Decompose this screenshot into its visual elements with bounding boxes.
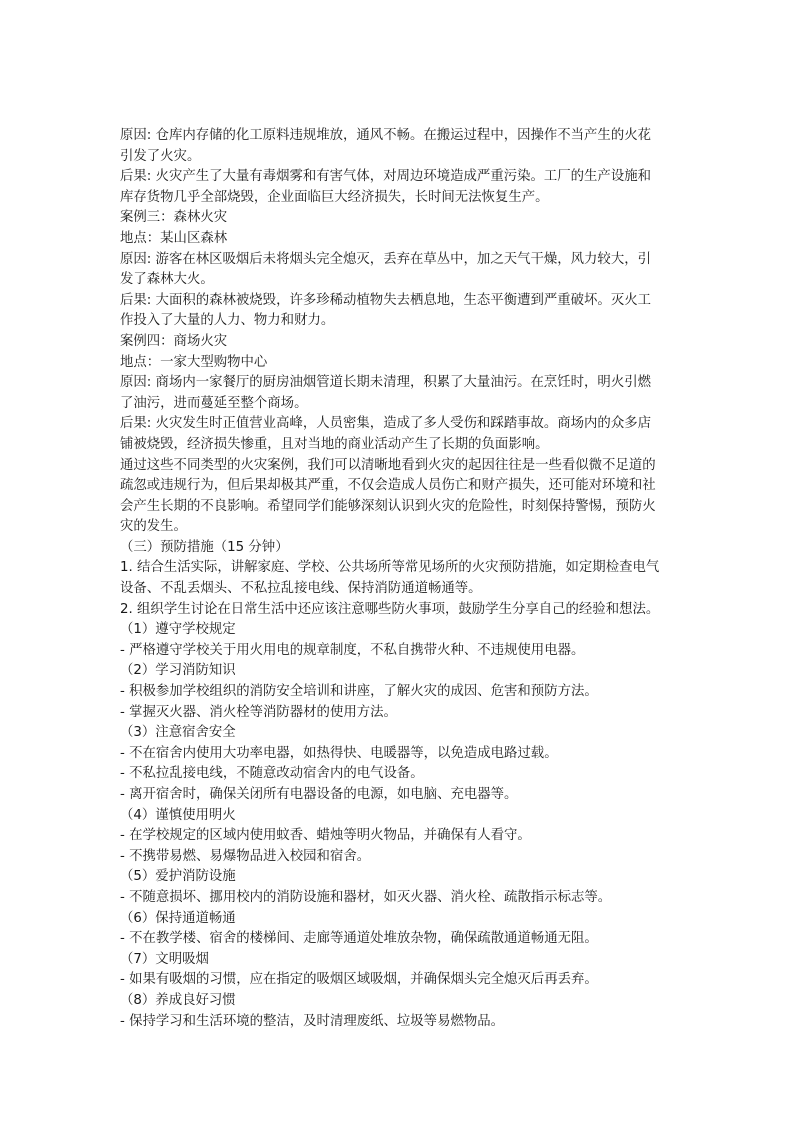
case4-cause — [120, 373, 680, 414]
text-line: 设备、不乱丢烟头、不私拉乱接电线、保持消防通道畅通等。 — [120, 581, 482, 597]
bullet-point: - 积极参加学校组织的消防安全培训和讲座，了解火灾的成因、危害和预防方法。 — [120, 684, 598, 700]
bullet-point: - 不随意损坏、挪用校内的消防设施和器材，如灭火器、消火栓、疏散指示标志等。 — [120, 889, 612, 905]
case3-cause — [120, 250, 680, 291]
text-line: 2. 组织学生讨论在日常生活中还应该注意哪些防火事项，鼓励学生分享自己的经验和想法。 — [120, 601, 660, 617]
text-line: 地点：一家大型购物中心 — [120, 354, 268, 370]
text-line: 发了森林大火。 — [120, 272, 214, 288]
bullet-point: - 不在宿舍内使用大功率电器，如热得快、电暖器等，以免造成电路过载。 — [120, 745, 558, 761]
heading: 案例四：商场火灾 — [120, 333, 228, 349]
summary-paragraph — [120, 456, 680, 538]
subheading: （1）遵守学校规定 — [120, 622, 236, 638]
text-line: 会产生长期的不良影响。希望同学们能够深刻认识到火灾的危险性，时刻保持警惕，预防火 — [120, 498, 656, 514]
bullet-point: - 离开宿舍时，确保关闭所有电器设备的电源，如电脑、充电器等。 — [120, 787, 518, 802]
text-line: 库存货物几乎全部烧毁，企业面临巨大经济损失，长时间无法恢复生产。 — [120, 189, 549, 205]
subheading: （6）保持通道畅通 — [120, 910, 236, 926]
sub4 — [120, 806, 680, 868]
text-line: 后果: 大面积的森林被烧毁，许多珍稀动植物失去栖息地，生态平衡遭到严重破坏。灭火工 — [120, 292, 651, 308]
text-line: 作投入了大量的人力、物力和财力。 — [120, 313, 335, 329]
section3-title — [120, 538, 680, 559]
text-line: 原因: 仓库内存储的化工原料违规堆放，通风不畅。在搬运过程中，因操作不当产生的火花 — [120, 128, 651, 143]
text-line: 灾的发生。 — [120, 519, 187, 535]
case2-cause — [120, 126, 680, 167]
subheading: （5）爱护消防设施 — [120, 869, 236, 885]
text-line: 地点：某山区森林 — [120, 230, 228, 246]
text-line: 原因: 商场内一家餐厅的厨房油烟管道长期未清理，积累了大量油污。在烹饪时，明火引燃 — [120, 375, 651, 391]
subheading: （4）谨慎使用明火 — [120, 807, 236, 823]
bullet-point: - 掌握灭火器、消火栓等消防器材的使用方法。 — [120, 704, 397, 720]
bullet-point: - 不在教学楼、宿舍的楼梯间、走廊等通道处堆放杂物，确保疏散通道畅通无阻。 — [120, 931, 598, 947]
section3-item2 — [120, 600, 680, 621]
text-line: 铺被烧毁，经济损失惨重，且对当地的商业活动产生了长期的负面影响。 — [120, 436, 549, 452]
text-line: 1. 结合生活实际，讲解家庭、学校、公共场所等常见场所的火灾预防措施，如定期检查电气 — [120, 560, 660, 576]
bullet-point: - 在学校规定的区域内使用蚊香、蜡烛等明火物品，并确保有人看守。 — [120, 828, 531, 844]
bullet-point: - 保持学习和生活环境的整洁，及时清理废纸、垃圾等易燃物品。 — [120, 1013, 505, 1029]
case4-location — [120, 353, 680, 374]
bullet-point: - 不私拉乱接电线，不随意改动宿舍内的电气设备。 — [120, 766, 424, 782]
sub7 — [120, 950, 680, 991]
case4-result — [120, 414, 680, 455]
text-line: 引发了火灾。 — [120, 148, 201, 164]
text-line: 原因: 游客在林区吸烟后未将烟头完全熄灭，丢弃在草丛中，加之天气干燥，风力较大，引 — [120, 251, 651, 267]
case3-result — [120, 291, 680, 332]
subheading: （7）文明吸烟 — [120, 951, 209, 967]
sub1 — [120, 620, 680, 661]
case2-result — [120, 167, 680, 208]
subheading: （8）养成良好习惯 — [120, 992, 236, 1008]
sub6 — [120, 909, 680, 950]
bullet-point: - 不携带易燃、易爆物品进入校园和宿舍。 — [120, 848, 371, 864]
case3-title — [120, 208, 680, 229]
sub3 — [120, 723, 680, 805]
text-line: 通过这些不同类型的火灾案例，我们可以清晰地看到火灾的起因往往是一些看似微不足道的 — [120, 457, 656, 473]
sub5 — [120, 867, 680, 908]
bullet-point: - 严格遵守学校关于用火用电的规章制度，不私自携带火种、不违规使用电器。 — [120, 642, 585, 658]
case4-title — [120, 332, 680, 353]
heading: 案例三：森林火灾 — [120, 210, 228, 226]
bullet-point: - 如果有吸烟的习惯，应在指定的吸烟区域吸烟，并确保烟头完全熄灭后再丢弃。 — [120, 972, 598, 988]
subheading: （2）学习消防知识 — [120, 663, 236, 679]
sub2 — [120, 661, 680, 723]
text-line: 后果: 火灾产生了大量有毒烟雾和有害气体，对周边环境造成严重污染。工厂的生产设施和 — [120, 169, 651, 185]
text-line: 疏忽或违规行为，但后果却极其严重，不仅会造成人员伤亡和财产损失，还可能对环境和社 — [120, 478, 656, 494]
case3-location — [120, 229, 680, 250]
section-heading: （三）预防措施（15 分钟） — [120, 539, 289, 555]
document-page — [120, 126, 680, 1032]
sub8 — [120, 991, 680, 1032]
text-line: 了油污，进而蔓延至整个商场。 — [120, 395, 308, 411]
text-line: 后果: 火灾发生时正值营业高峰，人员密集，造成了多人受伤和踩踏事故。商场内的众多店 — [120, 416, 651, 432]
subheading: （3）注意宿舍安全 — [120, 725, 236, 741]
section3-item1 — [120, 558, 680, 599]
